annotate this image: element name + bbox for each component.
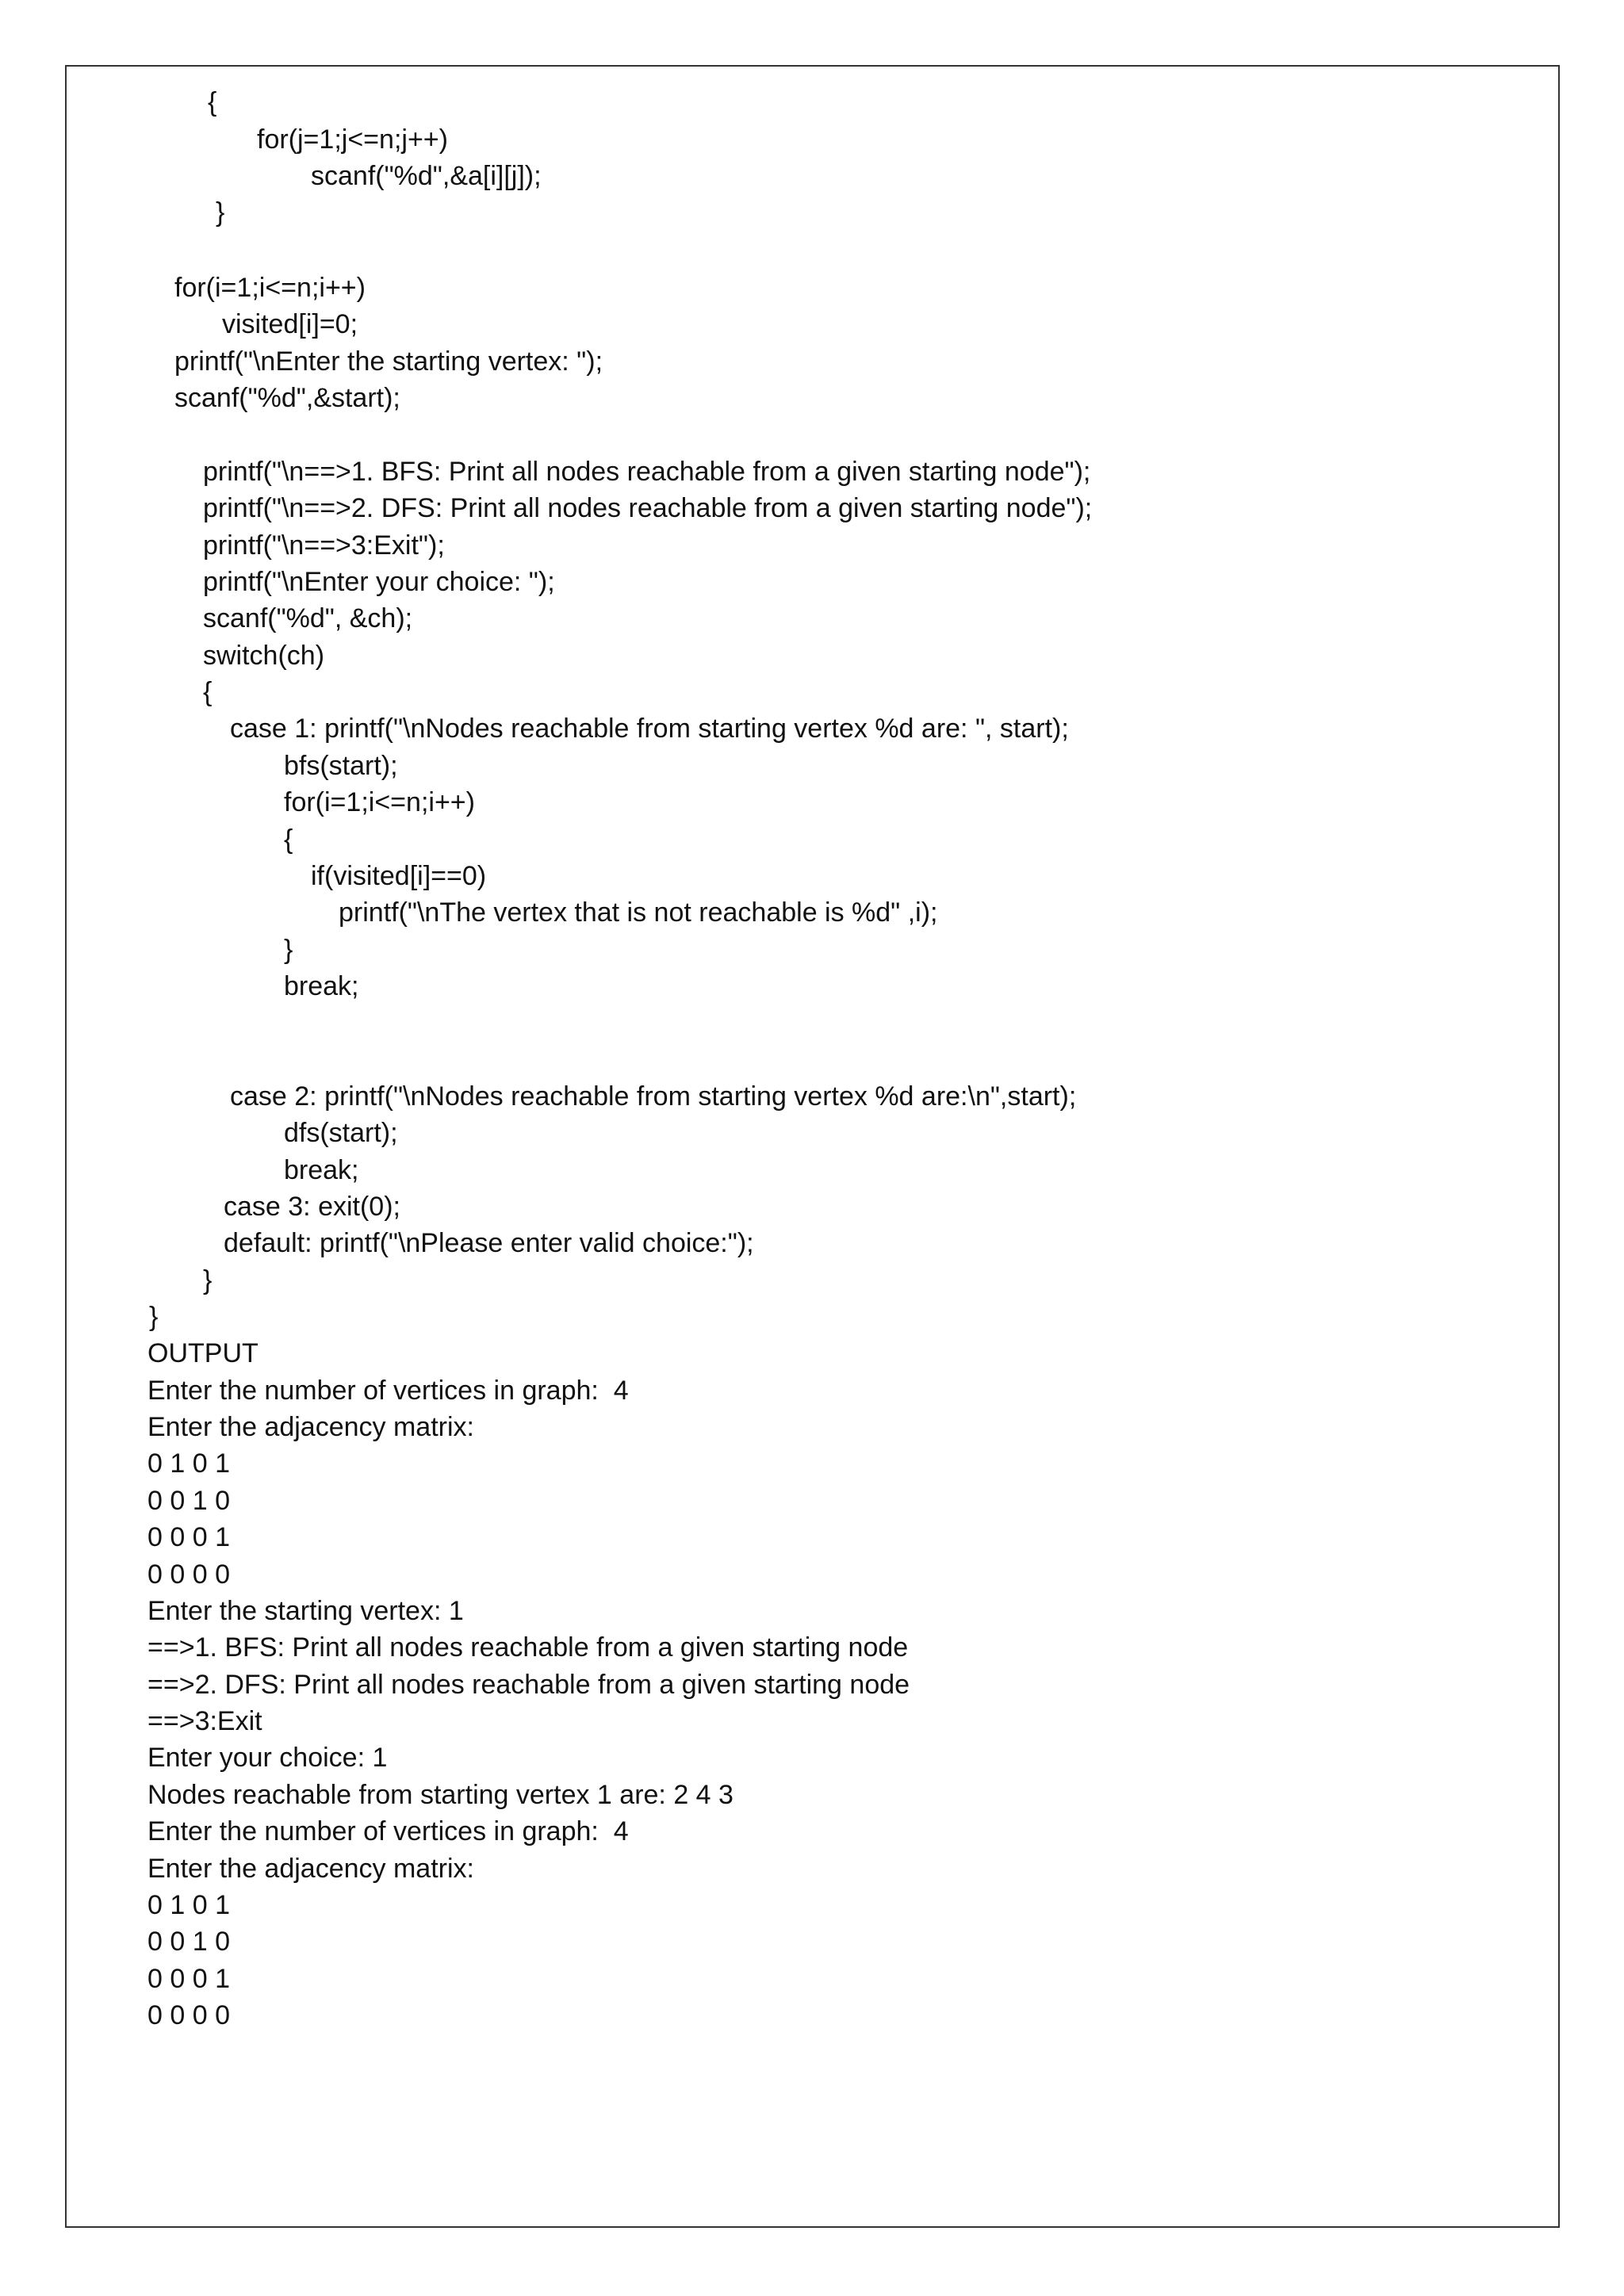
output-line: 0 1 0 1: [147, 1448, 230, 1479]
code-line: }: [203, 1265, 213, 1295]
code-line: dfs(start);: [284, 1118, 398, 1148]
output-line: 0 1 0 1: [147, 1890, 230, 1920]
code-line: {: [203, 677, 213, 707]
code-line: if(visited[i]==0): [311, 861, 487, 891]
output-line: Enter the starting vertex: 1: [147, 1596, 464, 1626]
code-line: printf("\nEnter the starting vertex: ");: [174, 346, 603, 377]
output-line: ==>2. DFS: Print all nodes reachable from a given starting node: [147, 1670, 910, 1700]
output-line: 0 0 0 0: [147, 1559, 230, 1590]
output-line: Enter the number of vertices in graph: 4: [147, 1376, 629, 1406]
code-line: {: [284, 825, 293, 855]
code-line: printf("\n==>2. DFS: Print all nodes reachable from a given starting node");: [203, 493, 1093, 523]
output-line: Enter the adjacency matrix:: [147, 1412, 474, 1442]
code-line: break;: [284, 1155, 359, 1185]
output-line: ==>3:Exit: [147, 1706, 262, 1736]
code-line: {: [208, 87, 217, 117]
code-line: scanf("%d", &ch);: [203, 603, 413, 633]
code-line: case 3: exit(0);: [224, 1192, 400, 1222]
code-line: switch(ch): [203, 641, 325, 671]
output-heading: OUTPUT: [147, 1338, 259, 1368]
code-line: default: printf("\nPlease enter valid choice:");: [224, 1228, 754, 1258]
output-line: 0 0 0 0: [147, 2000, 230, 2030]
output-line: Nodes reachable from starting vertex 1 are: 2 4 3: [147, 1780, 733, 1810]
code-line: break;: [284, 971, 359, 1001]
code-line: printf("\nEnter your choice: ");: [203, 567, 555, 597]
code-line: scanf("%d",&a[i][j]);: [311, 161, 542, 191]
code-line: scanf("%d",&start);: [174, 383, 400, 413]
output-line: 0 0 1 0: [147, 1927, 230, 1957]
code-line: bfs(start);: [284, 751, 398, 781]
code-line: for(i=1;i<=n;i++): [174, 273, 366, 303]
output-line: ==>1. BFS: Print all nodes reachable from a given starting node: [147, 1632, 909, 1663]
code-line: }: [216, 197, 225, 228]
code-line: }: [284, 935, 293, 965]
code-line: case 2: printf("\nNodes reachable from starting vertex %d are:\n",start);: [230, 1081, 1077, 1112]
code-line: for(j=1;j<=n;j++): [257, 124, 448, 155]
output-line: 0 0 0 1: [147, 1964, 230, 1994]
output-line: 0 0 1 0: [147, 1486, 230, 1516]
output-line: 0 0 0 1: [147, 1522, 230, 1552]
code-line: for(i=1;i<=n;i++): [284, 787, 475, 817]
output-line: Enter the number of vertices in graph: 4: [147, 1816, 629, 1846]
output-line: Enter the adjacency matrix:: [147, 1854, 474, 1884]
code-line: visited[i]=0;: [222, 309, 358, 339]
code-line: printf("\nThe vertex that is not reachable is %d" ,i);: [339, 897, 938, 928]
code-line: }: [149, 1302, 159, 1332]
code-line: case 1: printf("\nNodes reachable from starting vertex %d are: ", start);: [230, 714, 1069, 744]
output-line: Enter your choice: 1: [147, 1743, 388, 1773]
code-line: printf("\n==>1. BFS: Print all nodes reachable from a given starting node");: [203, 457, 1091, 487]
code-line: printf("\n==>3:Exit");: [203, 530, 445, 561]
